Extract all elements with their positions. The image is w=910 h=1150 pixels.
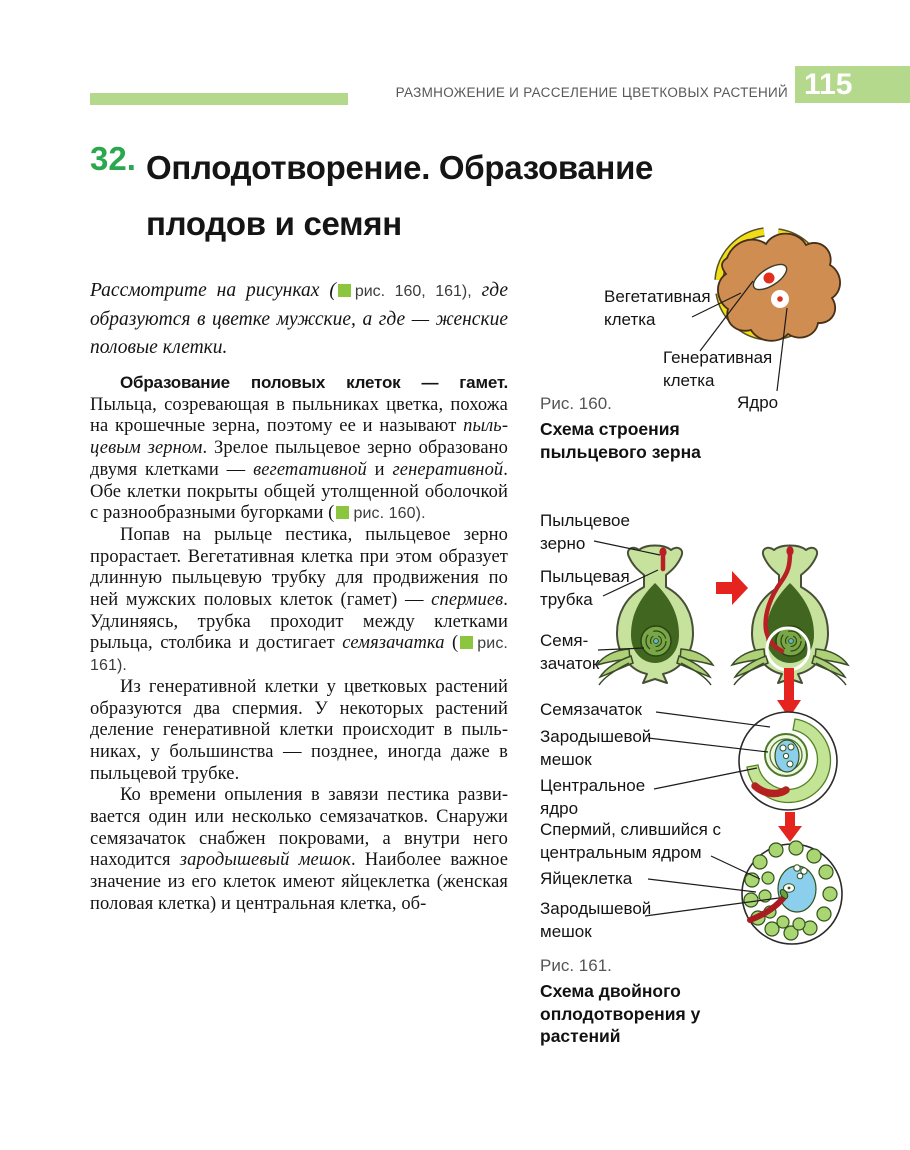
body-text: Попав на рыльце пестика, пыльцевое зерно прорастает. Вегетативная клетка при этом образует длинную пыльцевую трубку для продвижения по ней мужских половых клеток (гамет) —	[90, 524, 508, 611]
task-paragraph	[90, 277, 508, 362]
paragraph-1	[90, 372, 508, 525]
section-title-line1: Оплодотворение. Образование	[146, 149, 654, 186]
figure-ref-marker-icon	[336, 506, 349, 519]
figure-reference: рис. 160).	[353, 505, 426, 523]
label-embryo-sac-2: Зародышевой мешок	[540, 899, 652, 941]
term: генеративной	[392, 459, 504, 480]
figure-161-caption: Схема двойного оплодотворения у растений	[540, 981, 701, 1046]
paragraph-4	[90, 785, 508, 915]
figure-ref-marker-icon	[338, 284, 351, 297]
body-text: . Наиболее важное значение из его клеток имеют яйцеклетка (женская половая клетка) и центральная клетка, об-	[90, 850, 509, 914]
label-pollen-grain: Пыльцевое зерно	[540, 511, 630, 553]
page-number: 115	[804, 68, 853, 101]
figure-161-number: Рис. 161.	[540, 956, 612, 975]
header-rule	[90, 93, 348, 105]
term: зародышевый мешок	[179, 850, 351, 871]
paragraph-2	[90, 525, 508, 677]
label-egg-cell: Яйцеклетка	[540, 869, 633, 888]
paragraph-3	[90, 677, 508, 786]
body-text-column	[90, 372, 508, 916]
label-ovule-stage2: Семязачаток	[540, 700, 642, 719]
figure-reference: рис. 160, 161),	[354, 283, 472, 300]
term: вегетативной	[253, 459, 367, 480]
section-title-line2: плодов и семян	[146, 205, 402, 242]
body-text: Ко времени опыления в завязи пестика развивается один или несколько семязачатков. Снаружи семязачаток снабжен покровами, а внутри него находится	[90, 785, 508, 871]
body-text: и	[366, 459, 393, 480]
body-text: . Зрелое пыльцевое зерно образовано двумя клетками —	[90, 438, 508, 480]
ovule-embryo-sac-circle	[739, 712, 837, 810]
label-generative-cell: Генеративная клетка	[663, 348, 773, 390]
term: семязачатка	[342, 633, 445, 654]
figure-ref-marker-icon	[460, 636, 473, 649]
fertilization-circle	[742, 841, 842, 944]
label-merged-sperm: Спермий, слившийся с центральным ядром	[540, 820, 722, 862]
label-embryo-sac: Зародышевой мешок	[540, 727, 652, 769]
running-head: РАЗМНОЖЕНИЕ И РАССЕЛЕНИЕ ЦВЕТКОВЫХ РАСТЕНИЙ	[395, 85, 788, 100]
term: пыльцевым зерном	[90, 416, 508, 459]
section-number: 32.	[90, 140, 136, 177]
body-text: . Обе клетки покрыты общей утолщенной оболочкой с разнообразными бугорками (	[90, 459, 509, 524]
arrow-down-icon	[778, 812, 802, 842]
generative-cell-nucleus	[764, 273, 775, 284]
body-text: (	[444, 633, 459, 654]
label-vegetative-cell: Вегетативная клетка	[604, 287, 711, 329]
body-text: Из генеративной клетки у цветковых растений образуются два спермия. У некоторых растений деление генеративной клетки происходит в пыльниках, у большинства — позднее, иногда даже в пыльцевой трубке.	[90, 676, 508, 784]
task-text: где образуются в цветке мужские, а где — женские половые клетки.	[90, 280, 508, 358]
body-text: . Удлиняясь, трубка проходит между клетками рыльца, столбика и достигает	[90, 590, 508, 654]
nucleus-dot	[777, 296, 783, 302]
label-pollen-tube: Пыльцевая трубка	[540, 567, 630, 609]
figure-reference: рис. 161).	[90, 635, 508, 675]
page-number-badge	[795, 66, 910, 103]
figure-160-number: Рис. 160.	[540, 394, 612, 413]
task-text: Рассмотрите на рисунках (	[90, 280, 336, 301]
body-text: Пыльца, созревающая в пыльниках цветка, похожа на крошечные зерна, поэтому ее и называют	[90, 394, 508, 437]
arrow-right-icon	[716, 571, 748, 605]
label-ovule: Семя-зачаток	[540, 631, 600, 673]
inline-heading: Образование половых клеток — гамет.	[120, 373, 508, 392]
label-central-nucleus: Центральное ядро	[540, 776, 646, 818]
label-nucleus: Ядро	[737, 393, 779, 412]
figure-160-caption: Схема строения пыльцевого зерна	[540, 419, 701, 462]
term: спермиев	[431, 590, 504, 611]
